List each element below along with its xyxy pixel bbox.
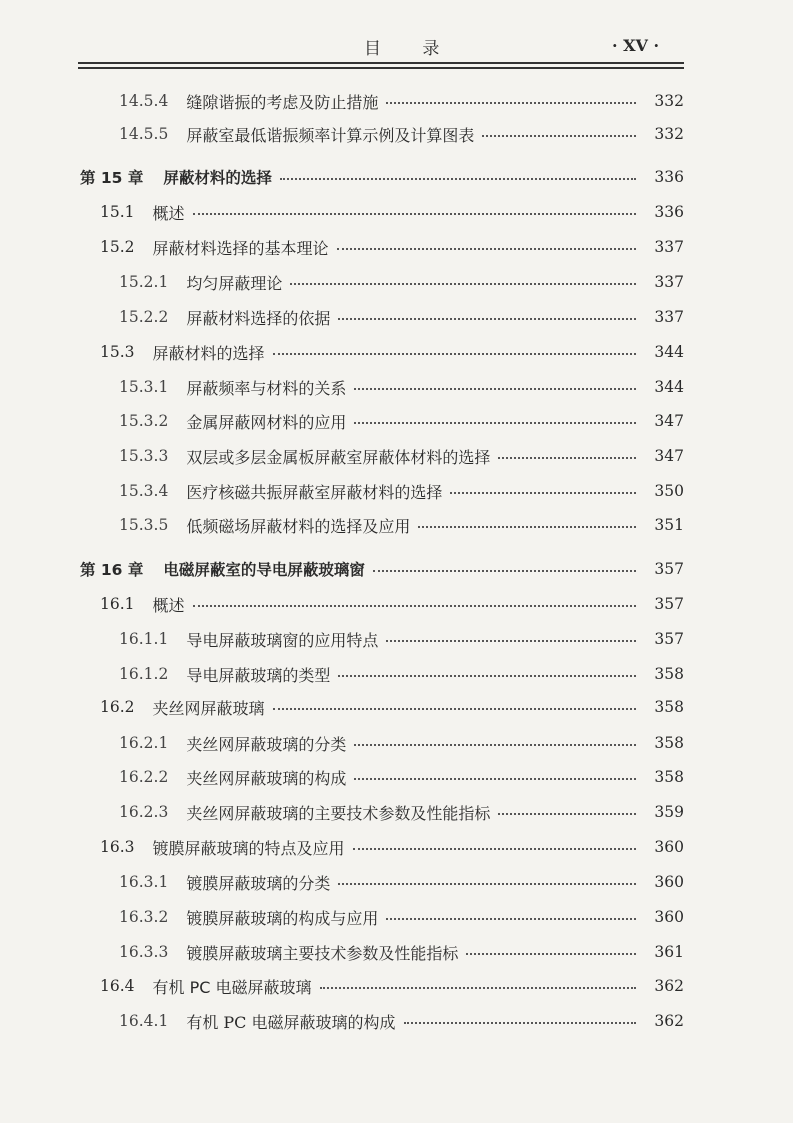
toc-entry-number: 15.3.1 — [119, 378, 169, 396]
toc-entry-number: 15.3.3 — [119, 447, 169, 465]
toc-entry-title: 均匀屏蔽理论 — [186, 273, 283, 293]
toc-entry-subsection[interactable] — [119, 304, 684, 330]
toc-entry-title: 概述 — [152, 203, 185, 223]
toc-entry-page: 347 — [654, 447, 684, 465]
dot-leader — [354, 744, 636, 746]
toc-entry-subsection[interactable] — [119, 88, 684, 114]
toc-entry-number: 15.2.1 — [119, 273, 169, 291]
header-rule-bottom — [78, 67, 684, 69]
dot-leader — [338, 675, 636, 677]
toc-entry-number: 第 15 章 — [80, 169, 144, 187]
toc-entry-title: 镀膜屏蔽玻璃的分类 — [186, 873, 331, 893]
toc-entry-number: 16.2.2 — [119, 768, 169, 786]
toc-entry-subsection[interactable] — [119, 478, 684, 504]
toc-entry-page: 358 — [654, 698, 684, 716]
dot-leader — [386, 918, 636, 920]
toc-entry-number: 16.3.3 — [119, 943, 169, 961]
toc-entry-subsection[interactable] — [119, 626, 684, 652]
dot-leader — [337, 248, 636, 250]
toc-entry-subsection[interactable] — [119, 730, 684, 756]
dot-leader — [353, 848, 636, 850]
toc-entry-page: 360 — [654, 838, 684, 856]
toc-entry-number: 16.3.2 — [119, 908, 169, 926]
toc-entry-page: 350 — [654, 482, 684, 500]
toc-entry-title: 屏蔽材料选择的依据 — [186, 308, 331, 328]
toc-entry-page: 344 — [654, 343, 684, 361]
toc-entry-number: 15.2.2 — [119, 308, 169, 326]
toc-entry-section[interactable] — [100, 973, 684, 999]
toc-entry-number: 14.5.4 — [119, 92, 169, 110]
toc-entry-title: 镀膜屏蔽玻璃的构成与应用 — [186, 908, 379, 928]
toc-entry-title: 有机 PC 电磁屏蔽玻璃 — [152, 977, 312, 997]
toc-entry-page: 332 — [654, 92, 684, 110]
toc-entry-page: 357 — [654, 560, 684, 578]
dot-leader — [498, 813, 636, 815]
toc-entry-page: 337 — [654, 308, 684, 326]
toc-entry-page: 357 — [654, 630, 684, 648]
toc-entry-section[interactable] — [100, 199, 684, 225]
toc-entry-number: 16.2.1 — [119, 734, 169, 752]
toc-entry-page: 336 — [654, 203, 684, 221]
toc-entry-page: 358 — [654, 665, 684, 683]
toc-entry-title: 夹丝网屏蔽玻璃的主要技术参数及性能指标 — [186, 803, 491, 823]
toc-entry-page: 360 — [654, 873, 684, 891]
toc-entry-title: 有机 PC 电磁屏蔽玻璃的构成 — [186, 1012, 396, 1032]
toc-entry-subsection[interactable] — [119, 904, 684, 930]
dot-leader — [466, 953, 636, 955]
toc-entry-page: 336 — [654, 168, 684, 186]
toc-entry-title: 夹丝网屏蔽玻璃的分类 — [186, 734, 347, 754]
toc-entry-page: 337 — [654, 238, 684, 256]
toc-entry-subsection[interactable] — [119, 408, 684, 434]
toc-entry-section[interactable] — [100, 339, 684, 365]
toc-entry-title: 镀膜屏蔽玻璃主要技术参数及性能指标 — [186, 943, 459, 963]
toc-entry-number: 16.4 — [100, 977, 135, 995]
toc-entry-title: 低频磁场屏蔽材料的选择及应用 — [186, 516, 411, 536]
toc-entry-section[interactable] — [100, 834, 684, 860]
toc-entry-subsection[interactable] — [119, 121, 684, 147]
toc-entry-title: 夹丝网屏蔽玻璃的构成 — [186, 768, 347, 788]
toc-entry-number: 15.3.4 — [119, 482, 169, 500]
toc-entry-subsection[interactable] — [119, 799, 684, 825]
dot-leader — [482, 135, 636, 137]
toc-entry-page: 358 — [654, 768, 684, 786]
dot-leader — [273, 708, 636, 710]
toc-entry-section[interactable] — [100, 694, 684, 720]
toc-entry-subsection[interactable] — [119, 939, 684, 965]
toc-entry-subsection[interactable] — [119, 374, 684, 400]
toc-entry-page: 359 — [654, 803, 684, 821]
toc-entry-subsection[interactable] — [119, 443, 684, 469]
toc-entry-page: 358 — [654, 734, 684, 752]
toc-entry-number: 16.1 — [100, 595, 135, 613]
toc-entry-page: 344 — [654, 378, 684, 396]
dot-leader — [273, 353, 636, 355]
toc-entry-page: 362 — [654, 977, 684, 995]
dot-leader — [280, 178, 636, 180]
toc-entry-section[interactable] — [100, 234, 684, 260]
toc-entry-page: 337 — [654, 273, 684, 291]
dot-leader — [386, 640, 636, 642]
toc-entry-number: 16.2.3 — [119, 803, 169, 821]
toc-entry-title: 屏蔽频率与材料的关系 — [186, 378, 347, 398]
dot-leader — [290, 283, 636, 285]
toc-entry-subsection[interactable] — [119, 869, 684, 895]
toc-entry-page: 360 — [654, 908, 684, 926]
dot-leader — [450, 492, 636, 494]
toc-entry-title: 金属屏蔽网材料的应用 — [186, 412, 347, 432]
toc-entry-number: 16.1.2 — [119, 665, 169, 683]
toc-entry-chapter[interactable] — [80, 556, 684, 582]
toc-entry-page: 347 — [654, 412, 684, 430]
toc-entry-title: 医疗核磁共振屏蔽室屏蔽材料的选择 — [186, 482, 443, 502]
toc-entry-page: 362 — [654, 1012, 684, 1030]
toc-entry-number: 15.3.2 — [119, 412, 169, 430]
dot-leader — [373, 570, 636, 572]
toc-entry-page: 361 — [654, 943, 684, 961]
dot-leader — [418, 526, 636, 528]
toc-entry-title: 导电屏蔽玻璃窗的应用特点 — [186, 630, 379, 650]
dot-leader — [354, 388, 636, 390]
dot-leader — [320, 987, 636, 989]
toc-entry-subsection[interactable] — [119, 269, 684, 295]
dot-leader — [404, 1022, 637, 1024]
toc-entry-number: 16.4.1 — [119, 1012, 169, 1030]
toc-entry-title: 概述 — [152, 595, 185, 615]
toc-entry-title: 镀膜屏蔽玻璃的特点及应用 — [152, 838, 345, 858]
dot-leader — [338, 318, 636, 320]
dot-leader — [386, 102, 636, 104]
toc-entry-title: 屏蔽材料的选择 — [163, 169, 272, 187]
toc-entry-number: 14.5.5 — [119, 125, 169, 143]
running-header-title: 目 录 — [364, 39, 458, 59]
toc-entry-number: 16.1.1 — [119, 630, 169, 648]
dot-leader — [354, 778, 636, 780]
toc-entry-title: 夹丝网屏蔽玻璃 — [152, 698, 265, 718]
toc-entry-page: 357 — [654, 595, 684, 613]
toc-entry-title: 缝隙谐振的考虑及防止措施 — [186, 92, 379, 112]
toc-entry-number: 15.3 — [100, 343, 135, 361]
toc-entry-number: 15.2 — [100, 238, 135, 256]
toc-entry-subsection[interactable] — [119, 661, 684, 687]
toc-entry-section[interactable] — [100, 591, 684, 617]
dot-leader — [354, 422, 636, 424]
toc-entry-number: 15.1 — [100, 203, 135, 221]
dot-leader — [338, 883, 636, 885]
toc-entry-title: 屏蔽材料选择的基本理论 — [152, 238, 329, 258]
toc-entry-subsection[interactable] — [119, 1008, 684, 1034]
toc-entry-chapter[interactable] — [80, 164, 684, 190]
running-header-page-number: · XV · — [612, 36, 660, 55]
dot-leader — [498, 457, 636, 459]
toc-entry-title: 屏蔽材料的选择 — [152, 343, 265, 363]
toc-entry-page: 351 — [654, 516, 684, 534]
toc-entry-title: 电磁屏蔽室的导电屏蔽玻璃窗 — [163, 561, 365, 579]
toc-entry-title: 屏蔽室最低谐振频率计算示例及计算图表 — [186, 125, 475, 145]
toc-entry-number: 16.3 — [100, 838, 135, 856]
toc-entry-number: 第 16 章 — [80, 561, 144, 579]
dot-leader — [193, 605, 636, 607]
toc-entry-number: 16.2 — [100, 698, 135, 716]
toc-entry-subsection[interactable] — [119, 512, 684, 538]
toc-entry-title: 双层或多层金属板屏蔽室屏蔽体材料的选择 — [186, 447, 491, 467]
header-rule-top — [78, 62, 684, 64]
toc-entry-title: 导电屏蔽玻璃的类型 — [186, 665, 331, 685]
toc-entry-number: 15.3.5 — [119, 516, 169, 534]
toc-entry-subsection[interactable] — [119, 764, 684, 790]
dot-leader — [193, 213, 636, 215]
toc-entry-page: 332 — [654, 125, 684, 143]
toc-entry-number: 16.3.1 — [119, 873, 169, 891]
